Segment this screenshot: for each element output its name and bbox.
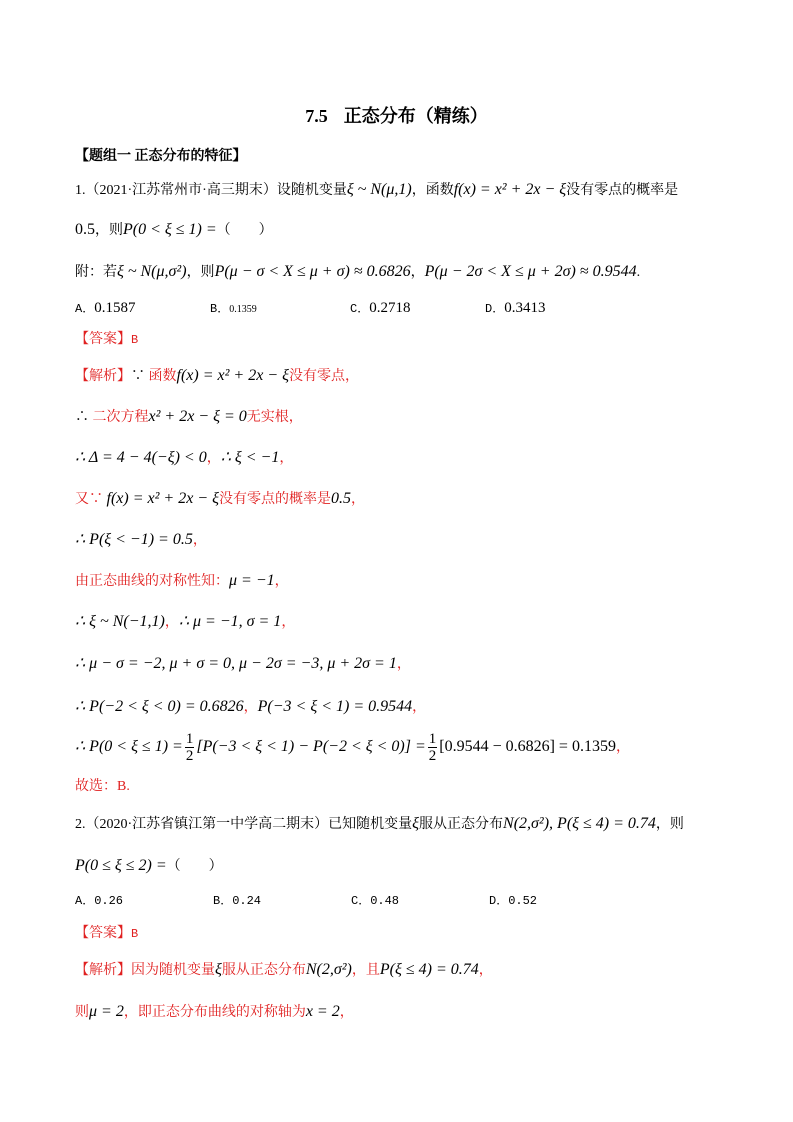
fraction-half: $\frac{1}{2}$	[428, 731, 437, 765]
q1-analysis-line	[75, 448, 293, 469]
text-run: 二次方程	[92, 410, 149, 425]
math-expr: x² + 2x − ξ = 0	[148, 408, 247, 425]
fraction-half: $\frac{1}{2}$	[185, 731, 194, 765]
text-run: ，	[412, 700, 427, 715]
math-expr: ∴ μ = −1, σ = 1	[178, 613, 282, 630]
q1-analysis-line	[75, 366, 359, 387]
q1-analysis-line	[75, 489, 365, 510]
math-expr: ∴ μ − σ = −2, μ + σ = 0, μ − 2σ = −3, μ + 2σ = 1	[75, 655, 397, 672]
text-run: ，	[192, 533, 207, 548]
math-expr: f(x) = x² + 2x − ξ	[106, 490, 219, 507]
text-run: ，	[281, 615, 296, 630]
math-expr: P(0 < ξ ≤ 1) =	[123, 221, 217, 238]
answer-label: 【答案】	[75, 332, 131, 347]
text-run: 因为随机变量	[131, 963, 215, 978]
title-text: 正态分布（精练）	[343, 106, 488, 126]
q1-conclusion: 故选：B.	[75, 779, 130, 794]
q2-answer	[75, 924, 138, 944]
text-run: ，	[396, 657, 411, 672]
math-expr: ∴ P(ξ < −1) = 0.5	[75, 531, 193, 548]
q1-final-equation: ∴ P(0 < ξ ≤ 1) = $\frac{1}{2}$ [P(−3 < ξ < 1) − P(−2 < ξ < 0)] = $\frac{1}{2}$ [0.9544 − 0.6826] = 0.1359，	[75, 731, 630, 765]
math-expr: μ = −1	[229, 572, 275, 589]
answer-value: B	[131, 333, 139, 347]
math-expr: P(0 ≤ ξ ≤ 2) =	[75, 857, 167, 874]
q1-analysis-line	[75, 407, 303, 428]
text-run: ，	[350, 492, 365, 507]
text-run: ，	[243, 700, 258, 715]
title-number: 7.5	[305, 106, 328, 126]
text-run: 又∵	[75, 492, 107, 507]
answer-label: 【答案】	[75, 926, 131, 941]
q1-stem-line1: 1.（2021·江苏常州市·高三期末）设随机变量ξ ~ N(μ,1)，函数f(x) = x² + 2x − ξ没有零点的概率是	[75, 181, 679, 198]
text-run: ，	[206, 451, 221, 466]
text-run: ∴	[75, 410, 93, 425]
choice-c[interactable]: C．0.48	[351, 894, 400, 908]
text-run: ，且	[351, 963, 380, 978]
choice-b[interactable]: B．0.1359	[210, 302, 257, 316]
q1-stem-line2: 0.5，则P(0 < ξ ≤ 1) =（ ）	[75, 221, 273, 238]
math-expr: P(μ − σ < X ≤ μ + σ) ≈ 0.6826	[214, 263, 411, 280]
q1-analysis-line	[75, 530, 207, 551]
math-expr: ∴ ξ < −1	[220, 449, 280, 466]
choice-b[interactable]: B．0.24	[213, 894, 262, 908]
section-heading: 【题组一 正态分布的特征】	[75, 149, 247, 164]
math-expr: f(x) = x² + 2x − ξ	[176, 367, 289, 384]
page-title	[0, 104, 793, 128]
text-run: 服从正态分布	[221, 963, 306, 978]
q1-answer	[75, 330, 138, 350]
q2-stem-line2: P(0 ≤ ξ ≤ 2) =（ ）	[75, 857, 223, 874]
text-run: ，	[478, 963, 493, 978]
math-expr: ξ	[215, 961, 222, 978]
math-expr: μ = 2	[89, 1003, 124, 1020]
text-run: 由正态曲线的对称性知：	[75, 574, 229, 589]
q1-choices	[75, 298, 725, 318]
text-run: ，	[164, 615, 179, 630]
q1-analysis-line	[75, 697, 426, 718]
choice-a[interactable]: A．0.26	[75, 894, 124, 908]
analysis-label: 【解析】	[75, 963, 131, 978]
text-run: ∵	[131, 369, 149, 384]
q1-analysis-line	[75, 571, 289, 592]
text-run: ，即正态分布曲线的对称轴为	[123, 1005, 306, 1020]
q1-analysis-line	[75, 654, 411, 675]
math-expr: N(2,σ²), P(ξ ≤ 4) = 0.74	[503, 815, 656, 832]
math-expr: 0.5	[330, 490, 351, 507]
text-run: 没有零点的概率是	[218, 492, 331, 507]
math-expr: f(x) = x² + 2x − ξ	[453, 181, 567, 198]
math-expr: ξ ~ N(μ,1)	[346, 181, 412, 198]
text-run: 没有零点，	[288, 369, 359, 384]
math-expr: ∴ ξ ~ N(−1,1)	[75, 613, 165, 630]
math-expr: ξ ~ N(μ,σ²)	[117, 263, 187, 280]
answer-value: B	[131, 927, 139, 941]
q1-appendix: 附：若ξ ~ N(μ,σ²)，则P(μ − σ < X ≤ μ + σ) ≈ 0.6826，P(μ − 2σ < X ≤ μ + 2σ) ≈ 0.9544.	[75, 263, 641, 280]
text-run: 函数	[148, 369, 177, 384]
math-expr: P(ξ ≤ 4) = 0.74	[379, 961, 479, 978]
q2-stem-line1: 2.（2020·江苏省镇江第一中学高二期末）已知随机变量ξ服从正态分布N(2,σ²), P(ξ ≤ 4) = 0.74，则	[75, 815, 684, 832]
choice-d[interactable]: D．0.3413	[485, 300, 546, 316]
choice-c[interactable]: C．0.2718	[350, 300, 411, 316]
text-run: ，	[274, 574, 289, 589]
analysis-label: 【解析】	[75, 369, 131, 384]
math-expr: ∴ Δ = 4 − 4(−ξ) < 0	[75, 449, 207, 466]
text-run: 无实根，	[246, 410, 303, 425]
math-expr: x = 2	[305, 1003, 340, 1020]
q2-analysis-line	[75, 960, 493, 981]
math-expr: P(μ − 2σ < X ≤ μ + 2σ) ≈ 0.9544	[424, 263, 637, 280]
math-expr: ∴ P(−2 < ξ < 0) = 0.6826	[75, 698, 244, 715]
q2-analysis-line	[75, 1002, 354, 1023]
choice-a[interactable]: A．0.1587	[75, 300, 136, 316]
text-run: ，	[339, 1005, 354, 1020]
math-expr: P(−3 < ξ < 1) = 0.9544	[257, 698, 413, 715]
text-run: 则	[75, 1005, 89, 1020]
q2-choices	[75, 891, 725, 911]
q1-analysis-line	[75, 612, 295, 633]
math-expr: N(2,σ²)	[305, 961, 352, 978]
choice-d[interactable]: D．0.52	[489, 894, 538, 908]
text-run: ，	[279, 451, 294, 466]
